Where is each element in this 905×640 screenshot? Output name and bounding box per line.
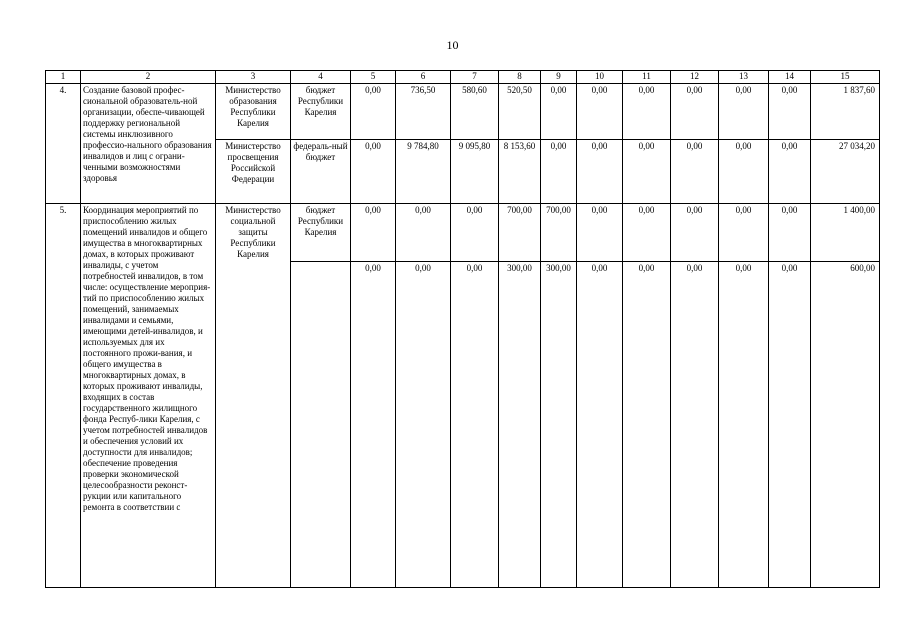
value-cell: 0,00: [541, 140, 577, 204]
column-header: 7: [451, 71, 499, 84]
value-cell: 0,00: [577, 84, 623, 140]
value-cell: 8 153,60: [499, 140, 541, 204]
value-cell: 0,00: [671, 84, 719, 140]
value-cell: 0,00: [671, 204, 719, 262]
value-cell: 0,00: [623, 262, 671, 588]
total-cell: 600,00: [811, 262, 880, 588]
column-header: 4: [291, 71, 351, 84]
funding-source-cell: [291, 262, 351, 588]
column-header: 11: [623, 71, 671, 84]
total-cell: 1 400,00: [811, 204, 880, 262]
value-cell: 0,00: [577, 140, 623, 204]
value-cell: 0,00: [769, 204, 811, 262]
column-header: 14: [769, 71, 811, 84]
value-cell: 580,60: [451, 84, 499, 140]
column-header: 15: [811, 71, 880, 84]
value-cell: 0,00: [719, 262, 769, 588]
table-row: [46, 204, 880, 262]
column-header: 6: [396, 71, 451, 84]
column-header: 10: [577, 71, 623, 84]
column-header: 2: [81, 71, 216, 84]
table-row: [46, 84, 880, 140]
value-cell: 0,00: [451, 204, 499, 262]
page-number: 10: [446, 38, 459, 52]
column-header: 12: [671, 71, 719, 84]
value-cell: 0,00: [719, 84, 769, 140]
row-number: 5.: [46, 204, 81, 588]
value-cell: 0,00: [719, 140, 769, 204]
value-cell: 300,00: [541, 262, 577, 588]
executor-cell: Министерство просвещения Российской Федерации: [216, 140, 291, 204]
total-cell: 27 034,20: [811, 140, 880, 204]
value-cell: 520,50: [499, 84, 541, 140]
value-cell: 0,00: [671, 140, 719, 204]
column-header: 13: [719, 71, 769, 84]
activity-description: Координация мероприятий по приспособлению жилых помещений инвалидов и общего имущества в многоквартирных домах, в которых проживают инвалиды, с учетом потребностей инвалидов, в том числе: осуществление мероприя-тий по приспособлению жилых помещений, занимаемых инвалидами и семьями, имеющими детей-инвалидов, и используемых для их постоянного прожи-вания, и общего имущества в многоквартирных домах, в которых проживают инвалиды, входящих в состав государственного жилищного фонда Респуб-лики Карелия, с учетом потребностей инвалидов и обеспечения условий их доступности для инвалидов; обеспечение проведения проверки экономической целесообразности реконст-рукции или капитального ремонта в соответствии с: [81, 204, 216, 588]
executor-cell: Министерство социальной защиты Республики Карелия: [216, 204, 291, 588]
value-cell: 0,00: [577, 204, 623, 262]
funding-source-cell: бюджет Республики Карелия: [291, 204, 351, 262]
value-cell: 0,00: [623, 84, 671, 140]
value-cell: 736,50: [396, 84, 451, 140]
value-cell: 0,00: [769, 84, 811, 140]
value-cell: 700,00: [541, 204, 577, 262]
value-cell: 0,00: [541, 84, 577, 140]
value-cell: 300,00: [499, 262, 541, 588]
executor-cell: Министерство образования Республики Карелия: [216, 84, 291, 140]
column-header: 1: [46, 71, 81, 84]
column-number-header-row: [46, 71, 880, 84]
value-cell: 0,00: [769, 140, 811, 204]
value-cell: 0,00: [396, 262, 451, 588]
column-header: 8: [499, 71, 541, 84]
value-cell: 0,00: [577, 262, 623, 588]
funding-source-cell: бюджет Республики Карелия: [291, 84, 351, 140]
row-number: 4.: [46, 84, 81, 204]
column-header: 3: [216, 71, 291, 84]
value-cell: 0,00: [623, 204, 671, 262]
value-cell: 0,00: [351, 140, 396, 204]
total-cell: 1 837,60: [811, 84, 880, 140]
value-cell: 9 784,80: [396, 140, 451, 204]
value-cell: 0,00: [451, 262, 499, 588]
value-cell: 0,00: [671, 262, 719, 588]
column-header: 9: [541, 71, 577, 84]
value-cell: 0,00: [769, 262, 811, 588]
column-header: 5: [351, 71, 396, 84]
value-cell: 0,00: [351, 262, 396, 588]
activity-description: Создание базовой профес-сиональной образователь-ной организации, обеспе-чивающей поддержку региональной системы инклюзивного профессио-нального образования инвалидов и лиц с ограни-ченными возможностями здоровья: [81, 84, 216, 204]
value-cell: 0,00: [623, 140, 671, 204]
funding-source-cell: федераль-ный бюджет: [291, 140, 351, 204]
value-cell: 0,00: [351, 204, 396, 262]
value-cell: 0,00: [351, 84, 396, 140]
value-cell: 0,00: [396, 204, 451, 262]
value-cell: 700,00: [499, 204, 541, 262]
value-cell: 9 095,80: [451, 140, 499, 204]
budget-table: [45, 70, 880, 588]
value-cell: 0,00: [719, 204, 769, 262]
